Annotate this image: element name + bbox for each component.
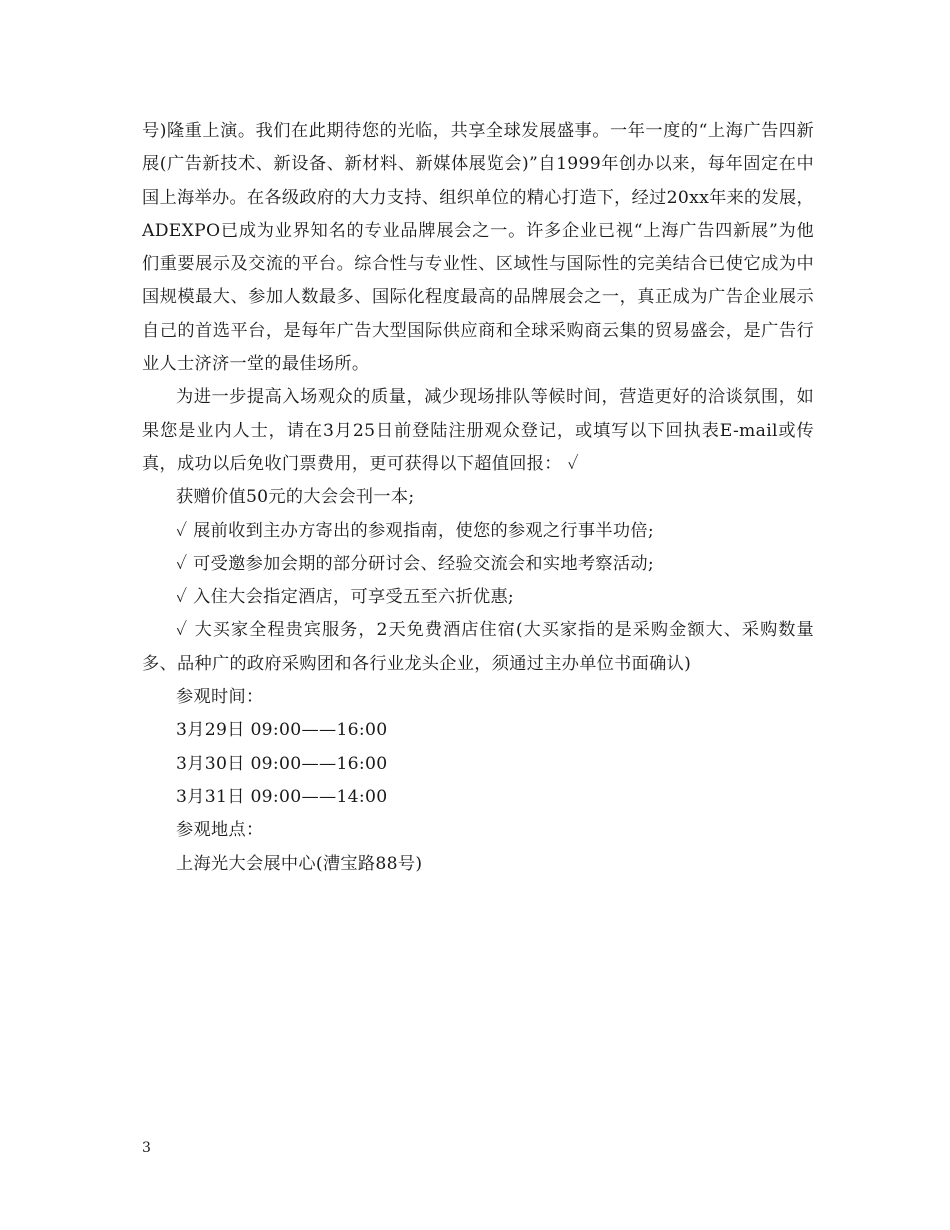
registration-paragraph: 为进一步提高入场观众的质量，减少现场排队等候时间，营造更好的洽谈氛围，如果您是业内人士，请在3月25日前登陆注册观众登记，或填写以下回执表E-mail或传真，成功以后免收门票费用，更可获得以下超值回报： ✓ [142, 387, 814, 474]
benefit-item-hotel-discount: ✓ 入住大会指定酒店，可享受五至六折优惠; [176, 587, 515, 608]
benefit-item-guide: ✓ 展前收到主办方寄出的参观指南，使您的参观之行事半功倍; [176, 520, 654, 541]
benefit-item-vip-service: ✓ 大买家全程贵宾服务，2天免费酒店住宿(大买家指的是采购金额大、采购数量多、品种广的政府采购团和各行业龙头企业，须通过主办单位书面确认) [142, 620, 814, 674]
visit-time-day-3: 3月31日 09:00——14:00 [176, 786, 388, 807]
visit-location: 上海光大会展中心(漕宝路88号) [176, 853, 423, 874]
benefit-item-catalog: 获赠价值50元的大会会刊一本; [176, 487, 415, 508]
visit-location-label: 参观地点： [176, 820, 264, 841]
benefit-item-seminars: ✓ 可受邀参加会期的部分研讨会、经验交流会和实地考察活动; [176, 553, 654, 574]
visit-time-day-1: 3月29日 09:00——16:00 [176, 720, 388, 741]
visit-time-label: 参观时间： [176, 687, 264, 708]
document-body [142, 115, 814, 881]
page-number: 3 [142, 1140, 151, 1156]
visit-time-day-2: 3月30日 09:00——16:00 [176, 753, 388, 774]
intro-paragraph: 号)隆重上演。我们在此期待您的光临，共享全球发展盛事。一年一度的“上海广告四新展(广告新技术、新设备、新材料、新媒体展览会)”自1999年创办以来，每年固定在中国上海举办。在各级政府的大力支持、组织单位的精心打造下，经过20xx年来的发展，ADEXPO已成为业界知名的专业品牌展会之一。许多企业已视“上海广告四新展”为他们重要展示及交流的平台。综合性与专业性、区域性与国际性的完美结合已使它成为中国规模最大、参加人数最多、国际化程度最高的品牌展会之一，真正成为广告企业展示自己的首选平台，是每年广告大型国际供应商和全球采购商云集的贸易盛会，是广告行业人士济济一堂的最佳场所。 [142, 121, 815, 375]
